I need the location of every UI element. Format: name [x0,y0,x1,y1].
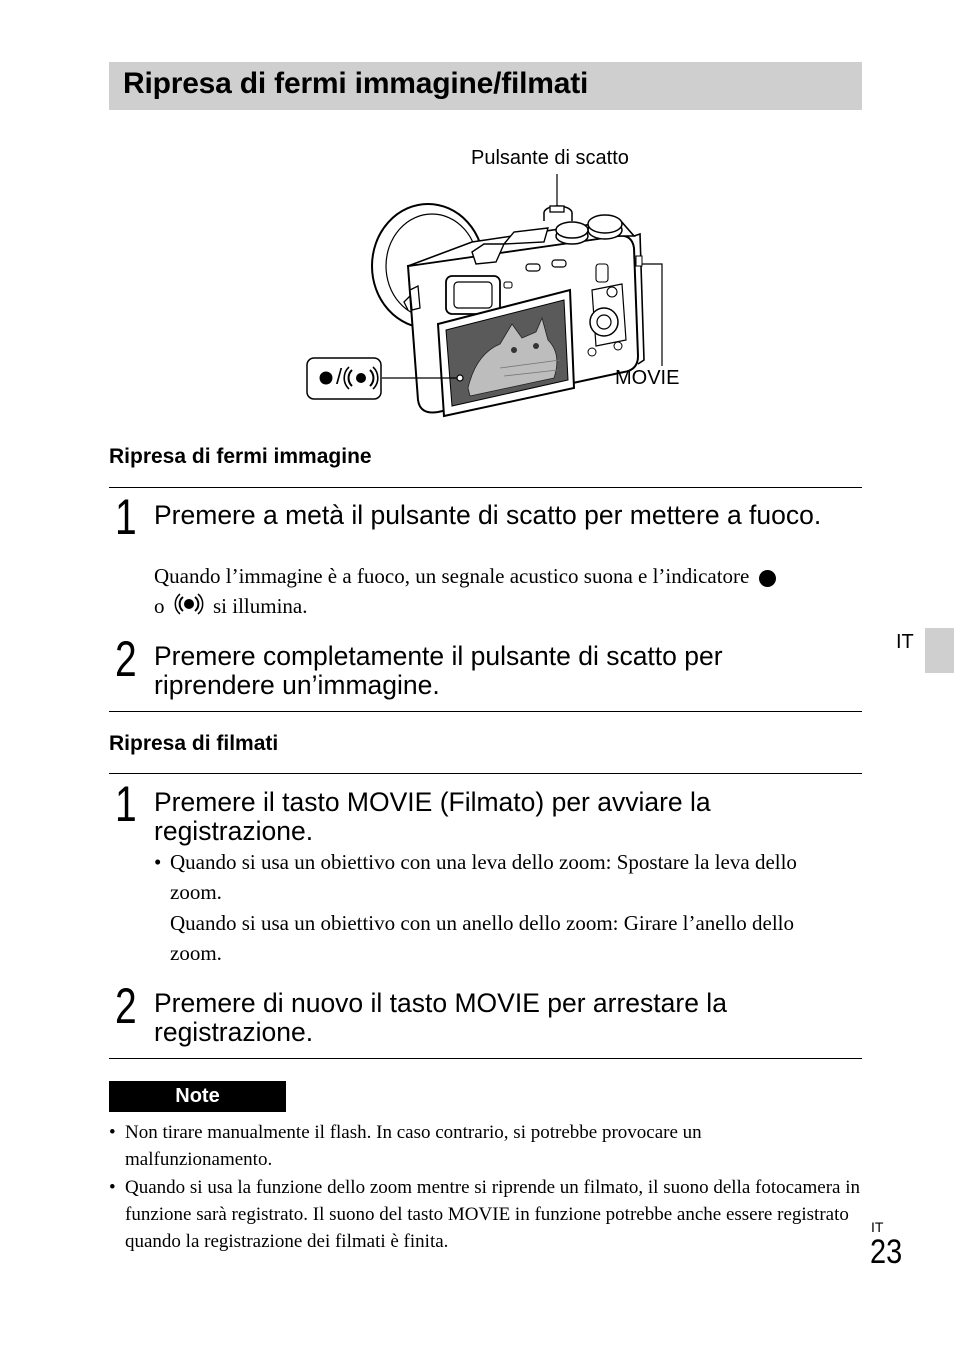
page-title: Ripresa di fermi immagine/filmati [123,67,589,100]
section-title-bar [109,62,862,110]
movie-step-1-number: 1 [115,776,137,832]
still-step-1-detail-o: o [154,594,165,618]
still-bottom-rule [109,711,862,712]
note-2-text: Quando si usa la funzione dello zoom mentre si riprende un filmato, il suono della fotocamera in funzione sarà registrato. Il suono del tasto MOVIE in funzione potrebbe anche essere registrato quando la registrazione dei filmati è finita. [125,1177,860,1252]
focus-indicator-dot-icon [759,570,776,587]
note-1-bullet: • [109,1122,116,1143]
still-step-1-detail-part2: si illumina. [213,594,308,618]
still-step-1-detail [154,561,864,623]
side-lang-tab [925,628,954,673]
shutter-button-label: Pulsante di scatto [471,147,629,169]
note-badge: Note [109,1081,286,1112]
still-step-1-text: Premere a metà il pulsante di scatto per mettere a fuoco. [154,500,822,530]
side-lang-label: IT [896,631,914,653]
note-1-text: Non tirare manualmente il flash. In caso contrario, si potrebbe provocare un malfunzionamento. [125,1122,702,1170]
footer-lang: IT [871,1219,884,1235]
still-step-2-number: 2 [115,631,137,687]
movie-step-2-text: Premere di nuovo il tasto MOVIE per arrestare la registrazione. [154,988,727,1047]
movie-step-1-text: Premere il tasto MOVIE (Filmato) per avviare la registrazione. [154,787,711,846]
indicator-separator: / [336,364,343,389]
movie-step-1-detail-b: Quando si usa un obiettivo con un anello dello zoom: Girare l’anello dello zoom. [170,911,795,965]
movie-section-heading: Ripresa di filmati [109,732,279,755]
movie-step-1-detail-a: Quando si usa un obiettivo con una leva dello zoom: Spostare la leva dello zoom. [170,850,797,904]
still-step-2-text: Premere completamente il pulsante di scatto per riprendere un’immagine. [154,641,723,700]
movie-button-label: MOVIE [615,367,680,389]
movie-top-rule [109,773,862,774]
still-top-rule [109,487,862,488]
movie-step-1-bullet: • [154,850,162,874]
page-number: 23 [870,1233,903,1271]
still-step-1-detail-part1: Quando l’immagine è a fuoco, un segnale acustico suona e l’indicatore [154,564,750,588]
focus-indicator-wave-icon [174,593,204,623]
still-step-1-number: 1 [115,489,137,545]
still-section-heading: Ripresa di fermi immagine [109,445,372,468]
movie-step-2-number: 2 [115,978,137,1034]
movie-bottom-rule [109,1058,862,1059]
camera-illustration [300,140,700,430]
note-2-bullet: • [109,1177,116,1198]
